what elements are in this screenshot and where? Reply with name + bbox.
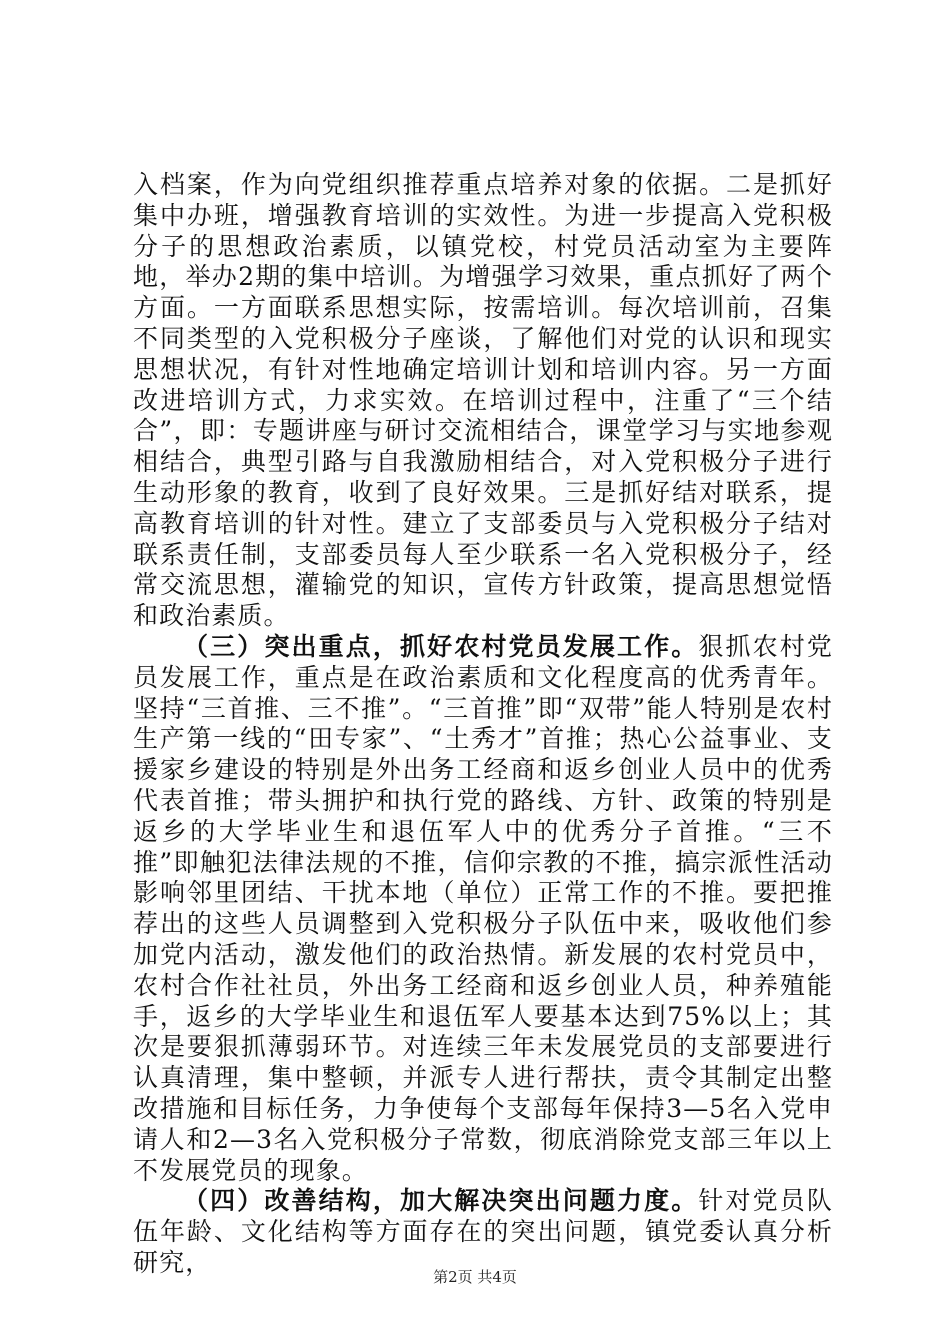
section-heading: （四）改善结构，加大解决突出问题力度。 xyxy=(183,1186,699,1216)
paragraph-text: 狠抓农村党员发展工作，重点是在政治素质和文化程度高的优秀青年。坚持“三首推、三不推”。“三首推”即“双带”能人特别是农村生产第一线的“田专家”、“土秀才”首推；热心公益事业、支援家乡建设的特别是外出务工经商和返乡创业人员中的优秀代表首推；带头拥护和执行党的路线、方针、政策的特别是返乡的大学毕业生和退伍军人中的优秀分子首推。“三不推”即触犯法律法规的不推，信仰宗教的不推，搞宗派性活动影响邻里团结、干扰本地（单位）正常工作的不推。要把推荐出的这些人员调整到入党积极分子队伍中来，吸收他们参加党内活动，激发他们的政治热情。新发展的农村党员中，农村合作社社员，外出务工经商和返乡创业人员，种养殖能手，返乡的大学毕业生和退伍军人要基本达到75%以上；其次是要狠抓薄弱环节。对连续三年未发展党员的支部要进行认真清理，集中整顿，并派专人进行帮扶，责令其制定出整改措施和目标任务，力争使每个支部每年保持3—5名入党申请人和2—3名入党积极分子常数，彻底消除党支部三年以上不发展党员的现象。 xyxy=(133,631,833,1185)
paragraph-continuation xyxy=(133,170,833,632)
paragraph-text: 入档案，作为向党组织推荐重点培养对象的依据。二是抓好集中办班，增强教育培训的实效性。为进一步提高入党积极分子的思想政治素质，以镇党校，村党员活动室为主要阵地，举办2期的集中培训。为增强学习效果，重点抓好了两个方面。一方面联系思想实际，按需培训。每次培训前，召集不同类型的入党积极分子座谈，了解他们对党的认识和现实思想状况，有针对性地确定培训计划和培训内容。另一方面改进培训方式，力求实效。在培训过程中，注重了“三个结合”，即：专题讲座与研讨交流相结合，课堂学习与实地参观相结合，典型引路与自我激励相结合，对入党积极分子进行生动形象的教育，收到了良好效果。三是抓好结对联系，提高教育培训的针对性。建立了支部委员与入党积极分子结对联系责任制，支部委员每人至少联系一名入党积极分子，经常交流思想，灌输党的知识，宣传方针政策，提高思想觉悟和政治素质。 xyxy=(133,170,833,631)
paragraph-text: 针对党员队伍年龄、文化结构等方面存在的突出问题，镇党委认真分析研究， xyxy=(133,1186,833,1277)
document-body xyxy=(133,170,833,1279)
page-number-label: 第2页 共4页 xyxy=(433,1268,517,1286)
paragraph-section-4 xyxy=(133,1186,833,1278)
paragraph-section-3 xyxy=(133,632,833,1186)
section-heading: （三）突出重点，抓好农村党员发展工作。 xyxy=(183,631,699,661)
page-footer xyxy=(0,1268,950,1286)
